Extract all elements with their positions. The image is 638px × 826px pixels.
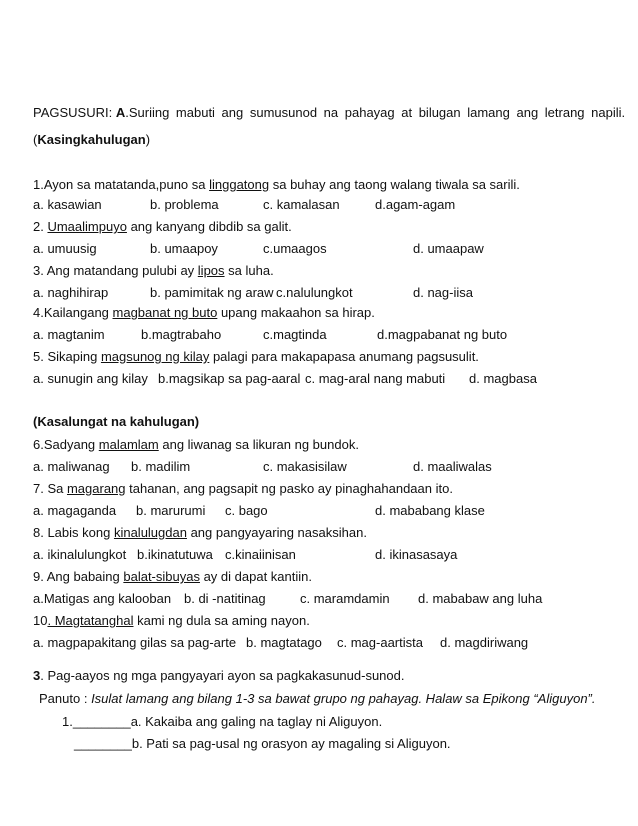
choice-d[interactable]: d. magbasa <box>469 371 537 386</box>
item-text: a. Kakaiba ang galing na taglay ni Aliguyon. <box>130 714 383 729</box>
choice-b[interactable]: b. marurumi <box>136 503 206 518</box>
choice-c[interactable]: c. mag-aral nang mabuti <box>305 371 446 386</box>
question-4 <box>33 305 375 321</box>
choice-d[interactable]: d. magdiriwang <box>440 635 529 650</box>
choice-b[interactable]: b. madilim <box>131 459 191 474</box>
choice-d[interactable]: d. nag-iisa <box>413 285 473 300</box>
choice-b[interactable]: b.magsikap sa pag-aaral <box>158 371 301 386</box>
part3-heading <box>33 668 404 684</box>
choice-a[interactable]: a. magtanim <box>33 327 105 342</box>
choice-a[interactable]: a. sunugin ang kilay <box>33 371 148 386</box>
choice-c[interactable]: c. makasisilaw <box>263 459 347 474</box>
choice-a[interactable]: a. kasawian <box>33 197 102 212</box>
key-word: magarang <box>66 481 126 496</box>
question-text: ang liwanag sa likuran ng bundok. <box>158 437 359 452</box>
choice-c[interactable]: c.kinaiinisan <box>225 547 296 562</box>
part3-number: 3 <box>33 668 41 683</box>
choice-d[interactable]: d. maaliwalas <box>413 459 492 474</box>
question-text: kami ng dula sa aming nayon. <box>133 613 310 628</box>
choice-d[interactable]: d. mababang klase <box>375 503 485 518</box>
choice-b[interactable]: b.magtrabaho <box>141 327 222 342</box>
choice-c[interactable]: c. mag-aartista <box>337 635 423 650</box>
order-item-1 <box>62 714 382 730</box>
section-title-line <box>33 132 150 148</box>
choice-c[interactable]: c.magtinda <box>263 327 327 342</box>
key-word: kinalulugdan <box>113 525 187 540</box>
choice-d[interactable]: d.magpabanat ng buto <box>377 327 508 342</box>
part-letter: A <box>115 105 126 120</box>
question-text: ay di dapat kantiin. <box>199 569 312 584</box>
question-text: ang pangyayaring nasaksihan. <box>186 525 367 540</box>
choice-b[interactable]: b. problema <box>150 197 219 212</box>
antonyms-title: (Kasalungat na kahulugan) <box>33 414 200 429</box>
question-text: 7. Sa <box>33 481 67 496</box>
choice-a[interactable]: a. ikinalulungkot <box>33 547 127 562</box>
choice-c[interactable]: c. kamalasan <box>263 197 340 212</box>
choice-b[interactable]: b. magtatago <box>246 635 322 650</box>
choice-a[interactable]: a. umuusig <box>33 241 97 256</box>
question-text: 3. Ang matandang pulubi ay <box>33 263 198 278</box>
key-word: . Magtatanghal <box>47 613 134 628</box>
question-7 <box>33 481 453 497</box>
question-text: 10 <box>33 613 48 628</box>
question-text: 6.Sadyang <box>33 437 99 452</box>
answer-blank[interactable]: ________ <box>74 736 132 751</box>
key-word: magbanat ng buto <box>112 305 218 320</box>
panuto-text: Isulat lamang ang bilang 1-3 sa bawat grupo ng pahayag. Halaw sa Epikong “Aliguyon”. <box>91 691 596 706</box>
question-text: upang makaahon sa hirap. <box>217 305 375 320</box>
choice-d[interactable]: d. ikinasasaya <box>375 547 458 562</box>
question-2 <box>33 219 292 235</box>
choice-a[interactable]: a. maliwanag <box>33 459 110 474</box>
choice-a[interactable]: a. magpapakitang gilas sa pag-arte <box>33 635 237 650</box>
choice-a[interactable]: a. naghihirap <box>33 285 109 300</box>
answer-blank[interactable]: ________ <box>72 714 131 729</box>
question-text: 9. Ang babaing <box>33 569 124 584</box>
key-word: Umaalimpuyo <box>47 219 127 234</box>
key-word: magsunog ng kilay <box>100 349 210 364</box>
choice-c[interactable]: c.nalulungkot <box>276 285 353 300</box>
order-item-2 <box>74 736 451 752</box>
key-word: malamlam <box>98 437 159 452</box>
question-9 <box>33 569 312 585</box>
question-1 <box>33 177 520 193</box>
choice-b[interactable]: b. di -natitinag <box>184 591 266 606</box>
question-text: palagi para makapapasa anumang pagsusulit. <box>209 349 479 364</box>
paren-open: ( <box>33 132 38 147</box>
question-text: 2. <box>33 219 48 234</box>
choice-b[interactable]: b. umaapoy <box>150 241 218 256</box>
question-text: sa luha. <box>224 263 274 278</box>
panuto-line <box>39 691 596 707</box>
choice-b[interactable]: b. pamimitak ng araw <box>150 285 274 300</box>
choice-d[interactable]: d. mababaw ang luha <box>418 591 543 606</box>
question-6 <box>33 437 359 453</box>
choice-d[interactable]: d. umaapaw <box>413 241 484 256</box>
question-text: 1.Ayon sa matatanda,puno sa <box>33 177 210 192</box>
header-instruction: .Suriing mabuti ang sumusunod na pahayag at bilugan lamang ang letrang napili. <box>125 105 626 120</box>
part3-title: . Pag-aayos ng mga pangyayari ayon sa pagkakasunud-sunod. <box>40 668 405 683</box>
question-text: sa buhay ang taong walang tiwala sa sarili. <box>269 177 520 192</box>
question-text: 4.Kailangang <box>33 305 113 320</box>
choice-a[interactable]: a.Matigas ang kalooban <box>33 591 172 606</box>
choice-a[interactable]: a. magaganda <box>33 503 117 518</box>
header-label: PAGSUSURI: <box>33 105 113 120</box>
section-title: Kasingkahulugan <box>37 132 146 147</box>
header-line <box>33 105 625 121</box>
question-5 <box>33 349 479 365</box>
key-word: balat-sibuyas <box>123 569 200 584</box>
panuto-label: Panuto : <box>39 691 88 706</box>
item-number: 1. <box>62 714 73 729</box>
question-text: 5. Sikaping <box>33 349 101 364</box>
choice-c[interactable]: c. bago <box>225 503 268 518</box>
key-word: linggatong <box>209 177 270 192</box>
choice-d[interactable]: d.agam-agam <box>375 197 456 212</box>
key-word: lipos <box>197 263 225 278</box>
choice-b[interactable]: b.ikinatutuwa <box>137 547 213 562</box>
question-text: ang kanyang dibdib sa galit. <box>126 219 292 234</box>
question-text: tahanan, ang pagsapit ng pasko ay pinaghahandaan ito. <box>125 481 453 496</box>
item-text: b. Pati sa pag-usal ng orasyon ay magaling si Aliguyon. <box>131 736 451 751</box>
question-10 <box>33 613 310 629</box>
choice-c[interactable]: c.umaagos <box>263 241 327 256</box>
question-text: 8. Labis kong <box>33 525 114 540</box>
paren-close: ) <box>145 132 151 147</box>
question-3 <box>33 263 274 279</box>
question-8 <box>33 525 367 541</box>
choice-c[interactable]: c. maramdamin <box>300 591 390 606</box>
